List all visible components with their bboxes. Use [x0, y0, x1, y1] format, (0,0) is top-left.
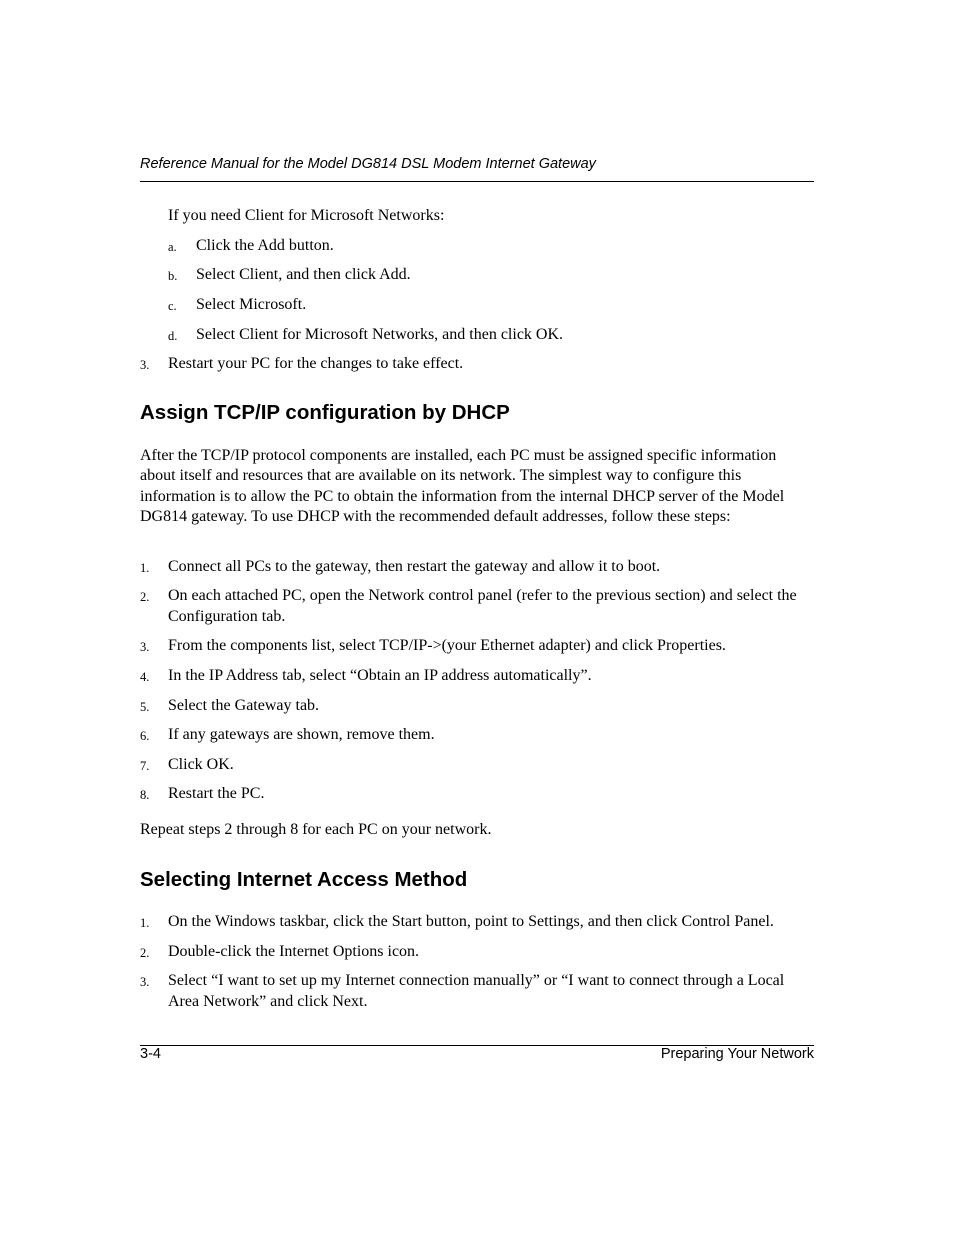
list-item: Select Client for Microsoft Networks, and then click OK. — [196, 326, 564, 343]
step-marker: 1. — [140, 916, 150, 930]
step-marker: 7. — [140, 759, 150, 773]
step-marker: 2. — [140, 590, 150, 604]
list-marker: d. — [168, 329, 178, 343]
step-text: Double-click the Internet Options icon. — [168, 943, 420, 960]
chapter-title: Preparing Your Network — [660, 1046, 814, 1062]
list-marker: b. — [168, 269, 178, 283]
step-marker: 6. — [140, 729, 150, 743]
section-heading-internet: Selecting Internet Access Method — [140, 868, 468, 891]
intro-lead: If you need Client for Microsoft Networks: — [168, 207, 445, 224]
step-marker: 8. — [140, 788, 150, 802]
step-marker: 1. — [140, 561, 150, 575]
step-marker: 5. — [140, 700, 150, 714]
running-header: Reference Manual for the Model DG814 DSL Modem Internet Gateway — [140, 156, 596, 172]
header-rule — [140, 181, 814, 182]
step-text: On the Windows taskbar, click the Start button, point to Settings, and then click Control Panel. — [168, 913, 774, 930]
page-number: 3-4 — [140, 1046, 161, 1062]
step-marker: 3. — [140, 358, 150, 372]
list-marker: c. — [168, 299, 177, 313]
list-item: Select Client, and then click Add. — [196, 266, 411, 283]
step-text: Restart your PC for the changes to take effect. — [168, 355, 464, 372]
step-text: Click OK. — [168, 756, 234, 773]
step-text: Select “I want to set up my Internet connection manually” or “I want to connect through a Local Area Network” and click Next. — [168, 972, 785, 1010]
step-marker: 3. — [140, 640, 150, 654]
list-item: Click the Add button. — [196, 237, 334, 254]
step-marker: 2. — [140, 946, 150, 960]
step-text: From the components list, select TCP/IP->(your Ethernet adapter) and click Properties. — [168, 637, 726, 654]
list-item: Select Microsoft. — [196, 296, 307, 313]
dhcp-paragraph: After the TCP/IP protocol components are installed, each PC must be assigned specific information about itself and resources that are available on its network. The simplest way to configure this information is to allow the PC to obtain the information from the internal DHCP server of the Model DG814 gateway. To use DHCP with the recommended default addresses, follow these steps: — [140, 447, 785, 525]
repeat-note: Repeat steps 2 through 8 for each PC on your network. — [140, 821, 492, 838]
step-text: In the IP Address tab, select “Obtain an IP address automatically”. — [168, 667, 592, 684]
list-marker: a. — [168, 240, 177, 254]
step-marker: 4. — [140, 670, 150, 684]
step-marker: 3. — [140, 975, 150, 989]
step-text: If any gateways are shown, remove them. — [168, 726, 435, 743]
step-text: Connect all PCs to the gateway, then restart the gateway and allow it to boot. — [168, 558, 661, 575]
section-heading-dhcp: Assign TCP/IP configuration by DHCP — [140, 401, 510, 424]
step-text: Restart the PC. — [168, 785, 265, 802]
step-text: On each attached PC, open the Network control panel (refer to the previous section) and select the Configuration tab. — [168, 587, 797, 625]
step-text: Select the Gateway tab. — [168, 697, 320, 714]
